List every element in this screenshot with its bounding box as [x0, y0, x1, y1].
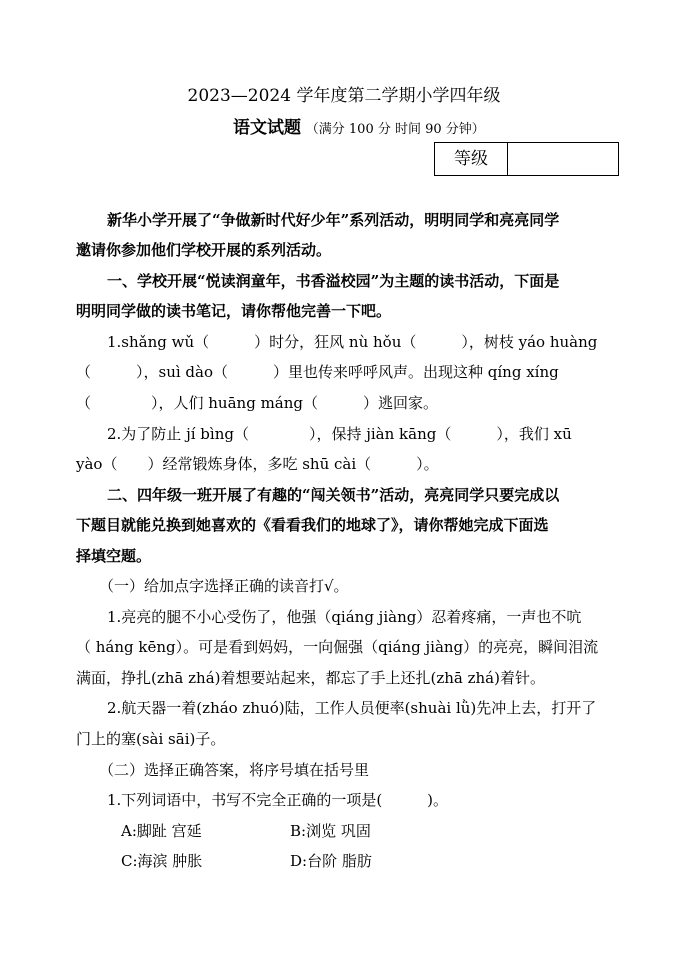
score-time-note: （满分 100 分 时间 90 分钟）: [305, 122, 485, 137]
grade-field[interactable]: [508, 143, 618, 175]
option-c: C:海滨 肿胀: [121, 852, 203, 870]
section1-line-5: yào（ ）经常锻炼身体，多吃 shū cài（ ）。: [76, 455, 439, 473]
intro-line-1: 新华小学开展了“争做新时代好少年”系列活动，明明同学和亮亮同学: [107, 211, 560, 229]
part1-line-5: 门上的塞(sài sāi)子。: [76, 730, 226, 748]
exam-title: 2023—2024 学年度第二学期小学四年级: [187, 86, 501, 106]
subject-title: 语文试题: [233, 118, 301, 138]
section1-heading-2: 明明同学做的读书笔记，请你帮他完善一下吧。: [76, 302, 392, 320]
section2-heading-3: 择填空题。: [76, 547, 152, 565]
section1-heading-1: 一、学校开展“悦读润童年，书香溢校园”为主题的读书活动，下面是: [107, 272, 560, 290]
part1-line-4: 2.航天器一着(zháo zhuó)陆，工作人员便率(shuài lǜ)先冲上去，打开了: [107, 699, 597, 717]
option-b: B:浏览 巩固: [290, 822, 371, 840]
section2-heading-1: 二、四年级一班开展了有趣的“闯关领书”活动，亮亮同学只要完成以: [107, 486, 560, 504]
grade-box: [434, 142, 619, 176]
section1-line-2: （ ），suì dào（ ）里也传来呼呼风声。出现这种 qíng xíng: [76, 363, 559, 381]
intro-line-2: 邀请你参加他们学校开展的系列活动。: [76, 241, 332, 259]
option-d: D:台阶 脂肪: [290, 852, 372, 870]
section1-line-4: 2.为了防止 jí bìng（ ），保持 jiàn kāng（ ），我们 xū: [107, 425, 572, 443]
section1-line-3: （ ），人们 huāng máng（ ）逃回家。: [76, 394, 438, 412]
part1-line-1: 1.亮亮的腿不小心受伤了，他强（qiáng jiàng）忍着疼痛，一声也不吭: [107, 608, 582, 626]
part2-question: 1.下列词语中，书写不完全正确的一项是( )。: [107, 791, 449, 809]
part2-heading: （二）选择正确答案，将序号填在括号里: [99, 761, 370, 779]
option-a: A:脚趾 宫延: [121, 822, 202, 840]
section1-line-1: 1.shǎng wǔ（ ）时分，狂风 nù hǒu（ ），树枝 yáo huàng: [107, 333, 598, 351]
part1-heading: （一）给加点字选择正确的读音打√。: [99, 577, 349, 595]
part1-line-2: （ háng kēng）。可是看到妈妈，一向倔强（qiáng jiàng）的亮亮，瞬间泪流: [76, 638, 599, 656]
exam-subtitle: [233, 118, 485, 140]
section2-heading-2: 下题目就能兑换到她喜欢的《看看我们的地球了》，请你帮她完成下面选: [76, 516, 549, 534]
part1-line-3: 满面，挣扎(zhā zhá)着想要站起来，都忘了手上还扎(zhā zhá)着针。: [76, 669, 545, 687]
grade-label: 等级: [435, 143, 508, 175]
